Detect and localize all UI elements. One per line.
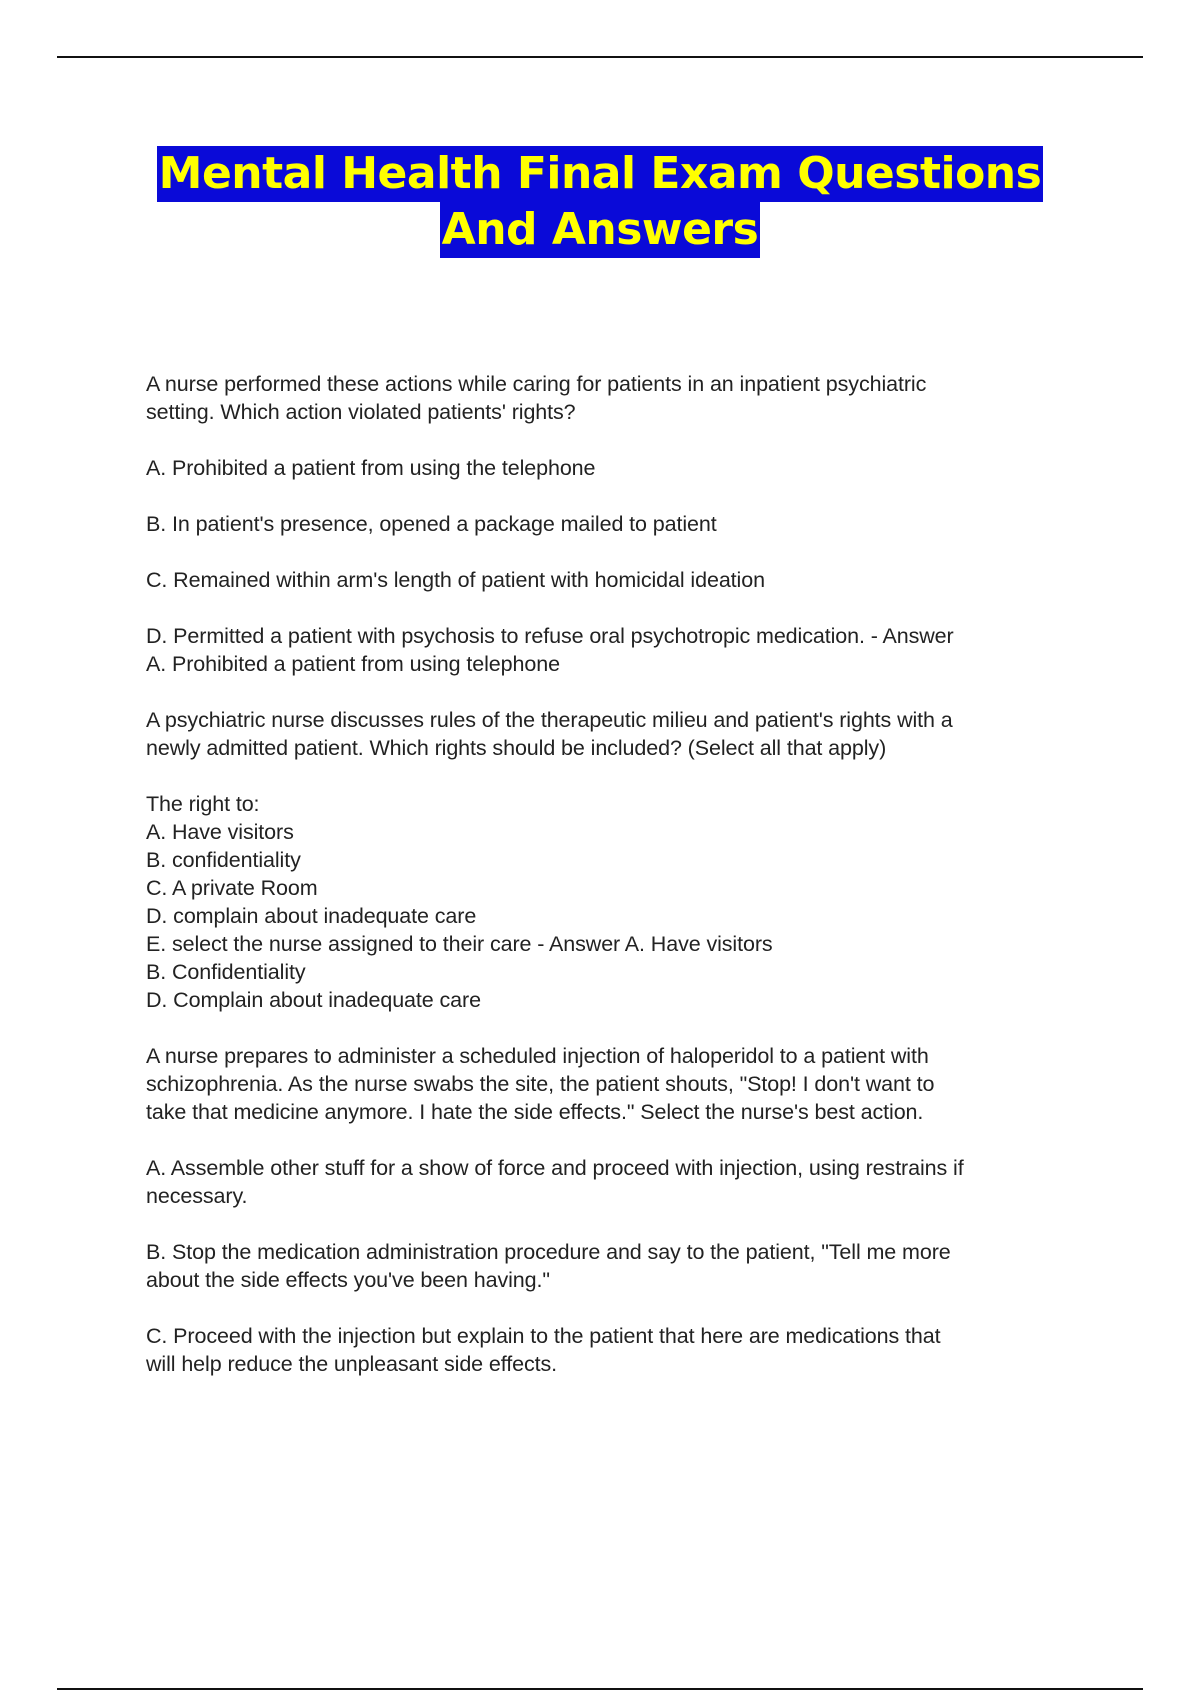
title-line-2: And Answers bbox=[440, 202, 761, 258]
title-line-1: Mental Health Final Exam Questions bbox=[157, 146, 1044, 202]
question-3-option-b: B. Stop the medication administration procedure and say to the patient, "Tell me more about the side effects you've been having." bbox=[146, 1240, 951, 1292]
question-1-stem: A nurse performed these actions while caring for patients in an inpatient psychiatric setting. Which action violated patients' rights? bbox=[146, 372, 927, 424]
question-2-option-d: D. complain about inadequate care bbox=[146, 904, 477, 928]
question-2-answer-d: D. Complain about inadequate care bbox=[146, 988, 481, 1012]
question-2-option-b: B. confidentiality bbox=[146, 848, 301, 872]
document-body bbox=[146, 370, 1086, 1406]
question-3-option-a: A. Assemble other stuff for a show of force and proceed with injection, using restrains if necessary. bbox=[146, 1156, 964, 1208]
question-2-option-e-answer: E. select the nurse assigned to their care - Answer A. Have visitors bbox=[146, 932, 773, 956]
question-2-answer-b: B. Confidentiality bbox=[146, 960, 306, 984]
question-1-option-d-answer: D. Permitted a patient with psychosis to refuse oral psychotropic medication. - Answer A. Prohibited a patient from using telephone bbox=[146, 624, 954, 676]
question-3-stem: A nurse prepares to administer a scheduled injection of haloperidol to a patient with schizophrenia. As the nurse swabs the site, the patient shouts, "Stop! I don't want to take that medicine anymore. I hate the side effects." Select the nurse's best action. bbox=[146, 1044, 935, 1124]
question-3-option-c: C. Proceed with the injection but explain to the patient that here are medications that will help reduce the unpleasant side effects. bbox=[146, 1324, 941, 1376]
question-2-option-c: C. A private Room bbox=[146, 876, 318, 900]
question-2-options bbox=[146, 790, 1086, 1014]
bottom-rule bbox=[57, 1688, 1143, 1690]
question-1-option-b: B. In patient's presence, opened a package mailed to patient bbox=[146, 512, 717, 536]
question-1-option-c: C. Remained within arm's length of patient with homicidal ideation bbox=[146, 568, 765, 592]
top-rule bbox=[57, 56, 1143, 58]
question-1-option-a: A. Prohibited a patient from using the telephone bbox=[146, 456, 596, 480]
question-2-lead: The right to: bbox=[146, 792, 260, 816]
question-2-option-a: A. Have visitors bbox=[146, 820, 294, 844]
document-title bbox=[0, 146, 1200, 258]
question-2-stem: A psychiatric nurse discusses rules of the therapeutic milieu and patient's rights with a newly admitted patient. Which rights should be included? (Select all that apply) bbox=[146, 708, 953, 760]
